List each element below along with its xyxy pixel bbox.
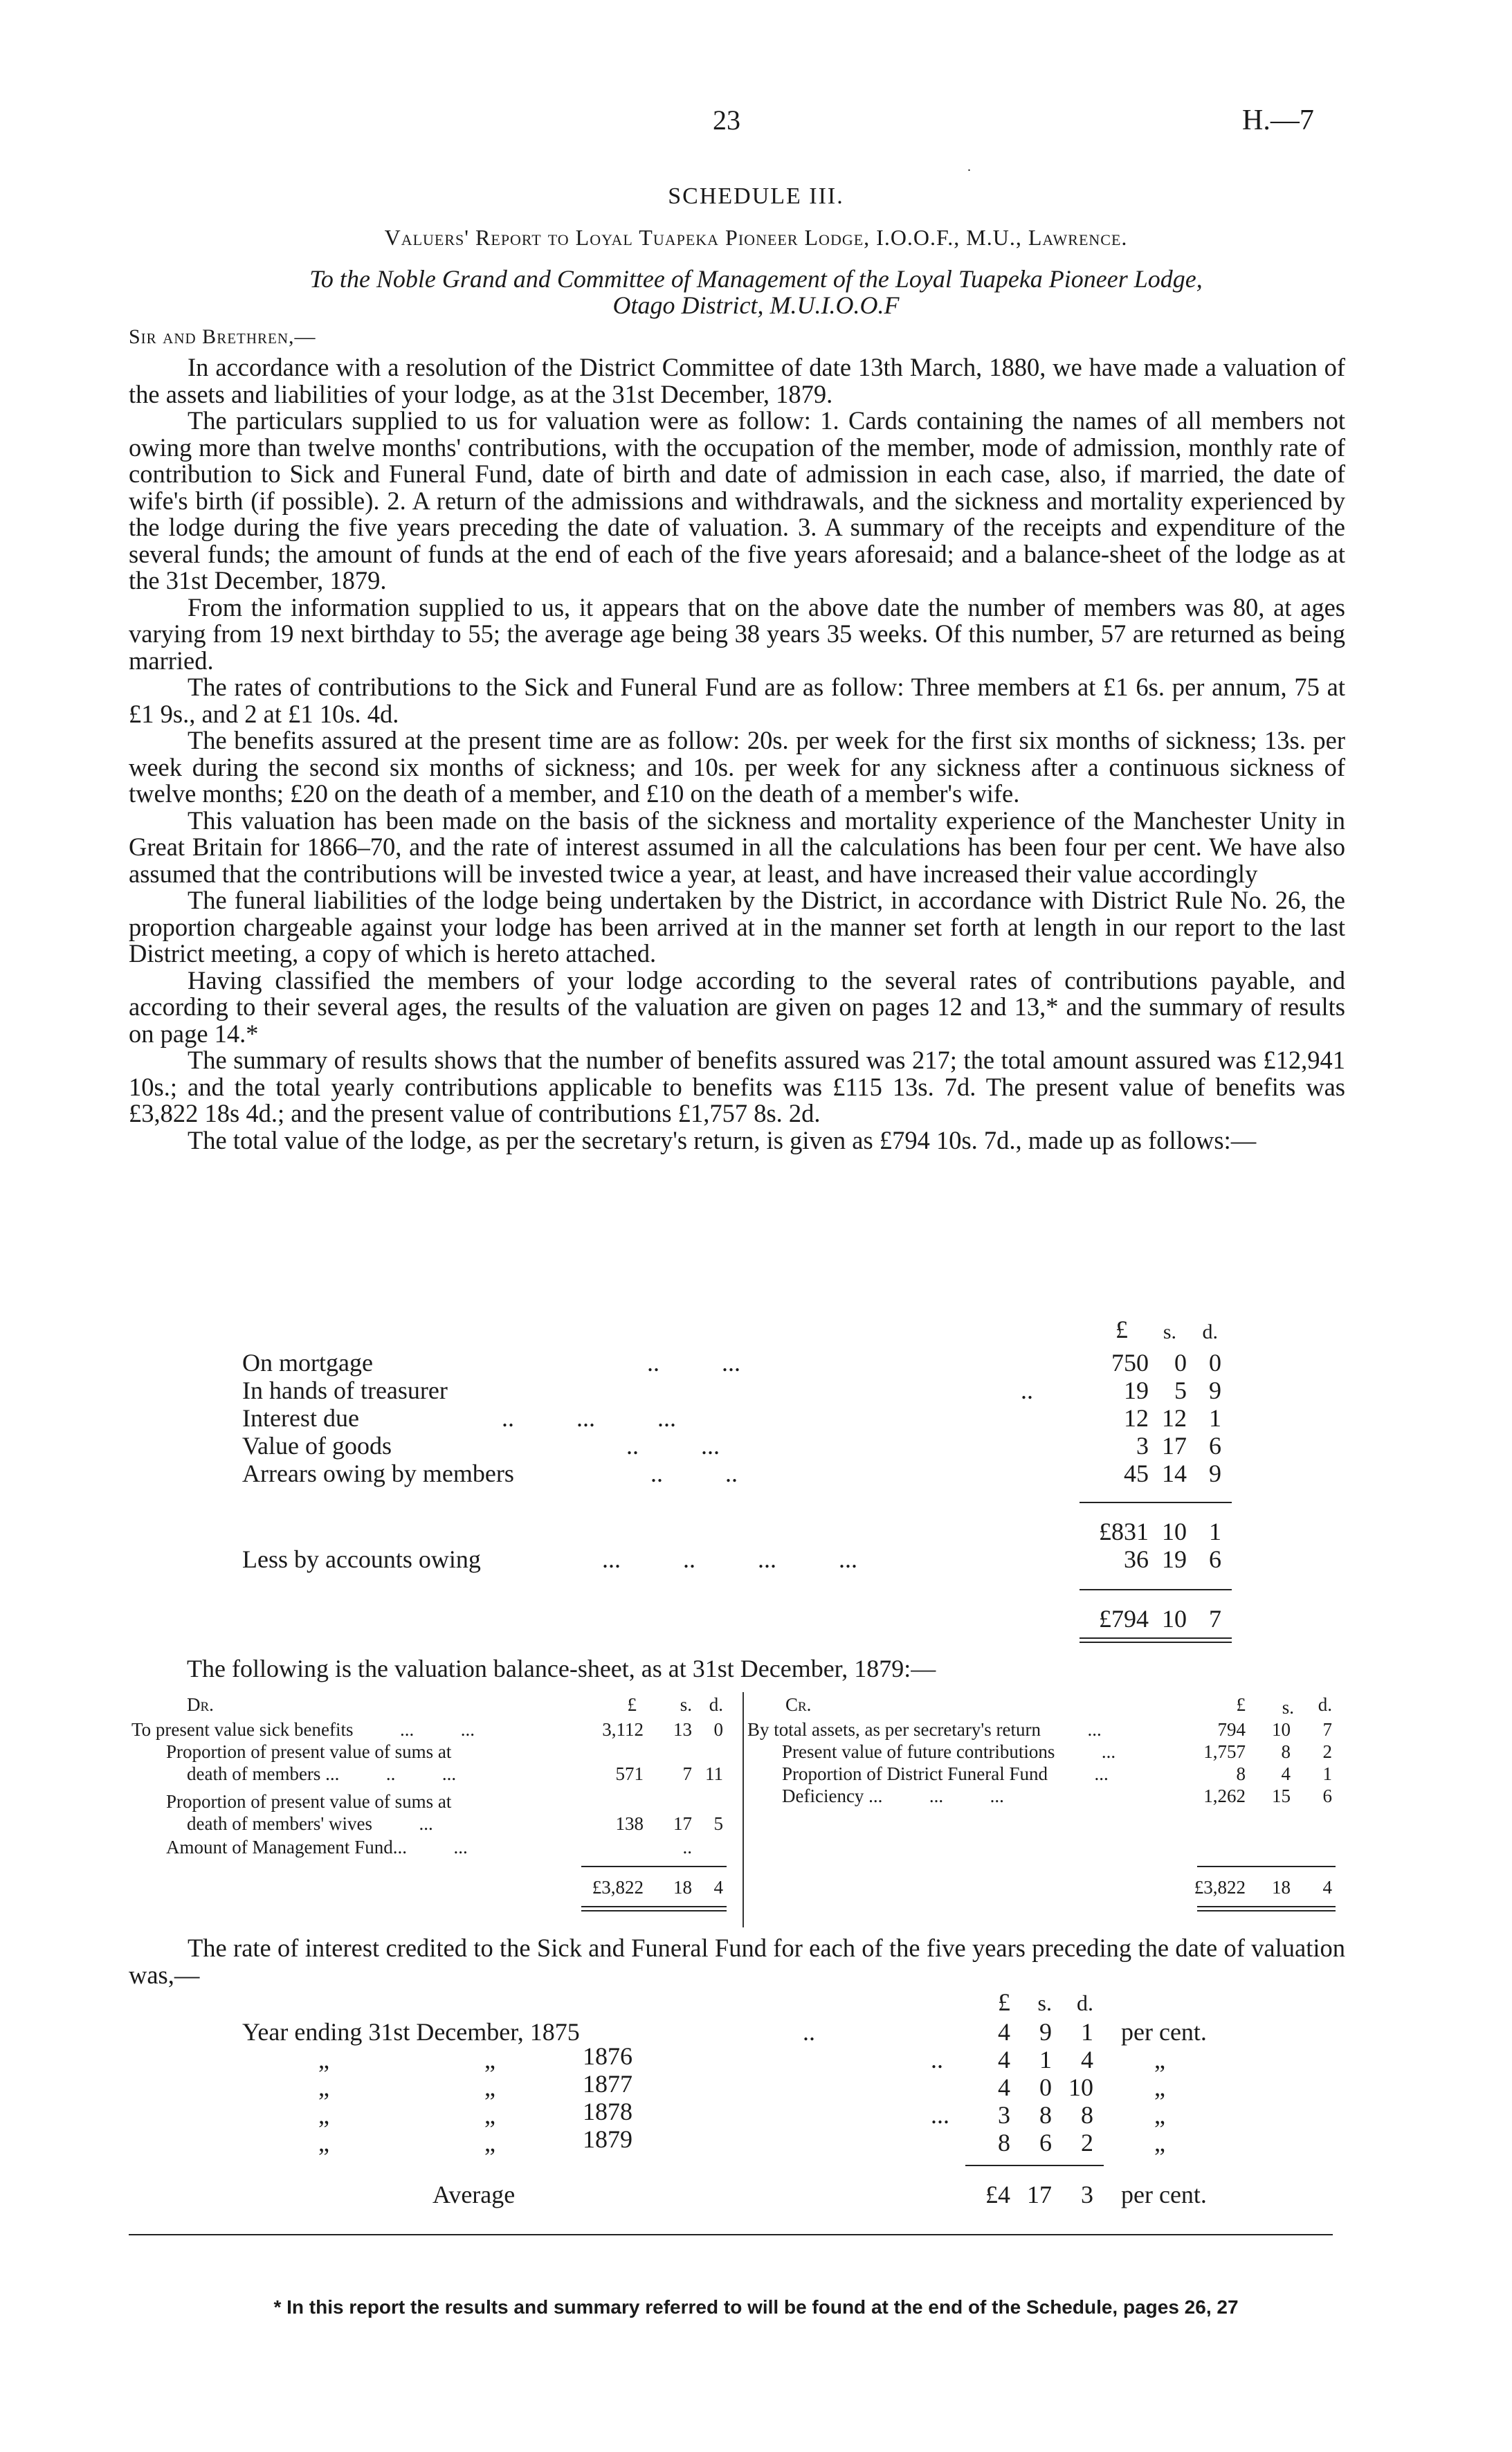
asset-pence: 1 bbox=[1209, 1404, 1221, 1432]
interest-label: Year ending 31st December, 1875 bbox=[242, 2018, 580, 2046]
leader-dots: ... .. ... ... bbox=[602, 1545, 857, 1573]
credit-pounds: 8 bbox=[1236, 1763, 1246, 1784]
credit-heading: Cr. bbox=[785, 1694, 812, 1715]
credit-pounds: 1,757 bbox=[1203, 1741, 1246, 1762]
average-shillings: 17 bbox=[1027, 2181, 1052, 2208]
credit-text: By total assets, as per secretary's return ... bbox=[747, 1719, 1102, 1740]
sum-rule bbox=[1080, 1502, 1232, 1503]
debit-text: Amount of Management Fund... ... bbox=[166, 1837, 468, 1858]
paragraph: From the information supplied to us, it appears that on the above date the number of members was 80, at ages varying from 19 next birthday to 55; the average age being 38 years 35 weeks. Of this number, 57 are returned as being married. bbox=[129, 592, 1345, 675]
credit-sum-rule bbox=[1197, 1866, 1336, 1867]
asset-label: Interest due bbox=[242, 1404, 359, 1432]
report-body bbox=[129, 354, 1345, 1154]
interest-pounds: 3 bbox=[998, 2101, 1010, 2129]
schedule-title: SCHEDULE III. bbox=[668, 183, 844, 209]
debit-pounds: 571 bbox=[615, 1763, 644, 1784]
interest-suffix: per cent. bbox=[1121, 2018, 1207, 2046]
paragraph: This valuation has been made on the basis of the sickness and mortality experience of the Manchester Unity in Great Britain for 1866–70, and the rate of interest assumed in all the calculations has been four per cent. We have also assumed that the contributions will be invested twice a year, at least, and have increased their value accordingly bbox=[129, 806, 1345, 888]
interest-shillings-header: s. bbox=[1037, 1990, 1052, 2015]
credit-shillings: 10 bbox=[1272, 1719, 1291, 1740]
average-suffix: per cent. bbox=[1121, 2181, 1207, 2208]
debit-total-pence: 4 bbox=[713, 1877, 723, 1898]
ditto-mark: „ bbox=[318, 2046, 329, 2073]
document-reference: H.—7 bbox=[1242, 105, 1314, 136]
total-pounds: £794 bbox=[1099, 1605, 1149, 1633]
interest-pounds: 4 bbox=[998, 2073, 1010, 2101]
leader-dots: .. bbox=[1021, 1377, 1033, 1404]
pounds-header: £ bbox=[1115, 1316, 1128, 1343]
asset-label: Value of goods bbox=[242, 1432, 392, 1460]
credit-shillings: 8 bbox=[1281, 1741, 1291, 1762]
leader-dots: .. bbox=[931, 2046, 943, 2073]
interest-intro: The rate of interest credited to the Sick and Funeral Fund for each of the five years preceding the date of valuation was,— bbox=[129, 1934, 1345, 1989]
debit-total-pounds: £3,822 bbox=[592, 1877, 644, 1898]
leader-dots: ... bbox=[931, 2101, 949, 2129]
debit-pence: 11 bbox=[705, 1763, 723, 1784]
paragraph: The particulars supplied to us for valuation were as follow: 1. Cards containing the names of all members not owing more than twelve months' contributions, with the occupation of the member, mode of admission, monthly rate of contribution to Sick and Funeral Fund, date of birth and date of admission in each case, also, if married, the date of wife's birth (if possible). 2. A return of the admissions and withdrawals, and the sickness and mortality experienced by the lodge during the five years preceding the date of valuation. 3. A summary of the receipts and expenditure of the several funds; the amount of funds at the end of each of the five years aforesaid; and a balance-sheet of the lodge as at the 31st December, 1879. bbox=[129, 406, 1345, 594]
subtotal-pence: 1 bbox=[1209, 1518, 1221, 1545]
asset-pence: 6 bbox=[1209, 1432, 1221, 1460]
paragraph: The summary of results shows that the number of benefits assured was 217; the total amount assured was £12,941 10s.; and the total yearly contributions applicable to benefits was £115 13s. 7d. The present value of benefits was £3,822 18s 4d.; and the present value of contributions £1,757 8s. 2d. bbox=[129, 1046, 1345, 1127]
page-number: 23 bbox=[713, 105, 740, 136]
report-title: Valuers' Report to Loyal Tuapeka Pioneer Lodge, I.O.O.F., M.U., Lawrence. bbox=[384, 225, 1128, 250]
paragraph: The total value of the lodge, as per the secretary's return, is given as £794 10s. 7d., made up as follows:— bbox=[188, 1125, 1257, 1154]
debit-total-rule bbox=[581, 1906, 727, 1907]
interest-suffix: „ bbox=[1154, 2073, 1165, 2101]
cr-pence-header: d. bbox=[1318, 1694, 1332, 1715]
total-double-rule bbox=[1080, 1642, 1232, 1643]
credit-total-rule bbox=[1197, 1906, 1336, 1907]
asset-pence: 9 bbox=[1209, 1460, 1221, 1487]
debit-total-shillings: 18 bbox=[673, 1877, 692, 1898]
stray-mark: . bbox=[967, 159, 971, 174]
dr-pence-header: d. bbox=[709, 1694, 723, 1715]
total-pence: 7 bbox=[1209, 1605, 1221, 1633]
less-pence: 6 bbox=[1209, 1545, 1221, 1573]
interest-pence: 1 bbox=[1081, 2018, 1093, 2046]
interest-pounds: 4 bbox=[998, 2018, 1010, 2046]
debit-pence: 0 bbox=[713, 1719, 723, 1740]
interest-year: 1877 bbox=[583, 2070, 632, 2098]
footnote-rule bbox=[129, 2234, 1333, 2235]
less-shillings: 19 bbox=[1162, 1545, 1187, 1573]
interest-suffix: „ bbox=[1154, 2046, 1165, 2073]
ditto-mark: „ bbox=[318, 2101, 329, 2129]
paragraph: The rates of contributions to the Sick and Funeral Fund are as follow: Three members at £1 6s. per annum, 75 at £1 9s., and 2 at £1 10s. 4d. bbox=[129, 673, 1345, 728]
asset-shillings: 14 bbox=[1162, 1460, 1187, 1487]
asset-label: In hands of treasurer bbox=[242, 1377, 448, 1404]
asset-pounds: 750 bbox=[1111, 1349, 1149, 1377]
credit-total-pounds: £3,822 bbox=[1194, 1877, 1246, 1898]
debit-sum-rule bbox=[581, 1866, 727, 1867]
debit-pounds: 138 bbox=[615, 1813, 644, 1834]
debit-pounds: 3,112 bbox=[602, 1719, 644, 1740]
subtotal-shillings: 10 bbox=[1162, 1518, 1187, 1545]
debit-shillings: 7 bbox=[682, 1763, 692, 1784]
asset-shillings: 0 bbox=[1174, 1349, 1187, 1377]
leader-dots: .. ... bbox=[626, 1432, 720, 1460]
interest-shillings: 1 bbox=[1039, 2046, 1052, 2073]
credit-pence: 1 bbox=[1322, 1763, 1332, 1784]
addressee-line-2: Otago District, M.U.I.O.O.F bbox=[612, 291, 900, 319]
credit-total-pence: 4 bbox=[1322, 1877, 1332, 1898]
credit-pounds: 794 bbox=[1217, 1719, 1246, 1740]
interest-shillings: 0 bbox=[1039, 2073, 1052, 2101]
debit-text: Proportion of present value of sums at bbox=[166, 1741, 452, 1762]
debit-total-rule bbox=[581, 1910, 727, 1911]
interest-pence: 4 bbox=[1081, 2046, 1093, 2073]
leader-dots: .. .. bbox=[650, 1460, 738, 1487]
asset-shillings: 5 bbox=[1174, 1377, 1187, 1404]
dr-pounds-header: £ bbox=[627, 1694, 637, 1715]
credit-shillings: 15 bbox=[1272, 1786, 1291, 1806]
asset-pounds: 19 bbox=[1124, 1377, 1149, 1404]
ditto-mark: „ bbox=[484, 2129, 495, 2156]
shillings-header: s. bbox=[1163, 1320, 1176, 1343]
dr-shillings-header: s. bbox=[680, 1694, 692, 1715]
less-pounds: 36 bbox=[1124, 1545, 1149, 1573]
interest-sum-rule bbox=[965, 2165, 1104, 2166]
average-pounds: £4 bbox=[985, 2181, 1010, 2208]
credit-total-rule bbox=[1197, 1910, 1336, 1911]
debit-heading: Dr. bbox=[187, 1694, 214, 1715]
ditto-mark: „ bbox=[318, 2073, 329, 2101]
interest-year: 1876 bbox=[583, 2042, 632, 2070]
salutation: Sir and Brethren,— bbox=[129, 325, 316, 348]
average-label: Average bbox=[432, 2181, 516, 2208]
paragraph: The funeral liabilities of the lodge being undertaken by the District, in accordance with District Rule No. 26, the proportion chargeable against your lodge has been arrived at in the manner set forth at length in our report to the last District meeting, a copy of which is hereto attached. bbox=[129, 886, 1345, 968]
debit-shillings: 17 bbox=[673, 1813, 692, 1834]
sum-rule bbox=[1080, 1589, 1232, 1590]
column-divider bbox=[743, 1692, 744, 1927]
interest-pence: 2 bbox=[1081, 2129, 1093, 2156]
interest-suffix: „ bbox=[1154, 2129, 1165, 2156]
asset-shillings: 12 bbox=[1162, 1404, 1187, 1432]
asset-pence: 0 bbox=[1209, 1349, 1221, 1377]
leader-dots: .. ... bbox=[647, 1349, 740, 1377]
interest-pence: 10 bbox=[1068, 2073, 1093, 2101]
debit-text: death of members' wives ... bbox=[187, 1813, 433, 1834]
cr-pounds-header: £ bbox=[1236, 1694, 1246, 1715]
debit-text: death of members ... .. ... bbox=[187, 1763, 457, 1784]
less-label: Less by accounts owing bbox=[242, 1545, 481, 1573]
paragraph: In accordance with a resolution of the District Committee of date 13th March, 1880, we have made a valuation of the assets and liabilities of your lodge, as at the 31st December, 1879. bbox=[129, 353, 1345, 408]
subtotal-pounds: £831 bbox=[1099, 1518, 1149, 1545]
credit-shillings: 4 bbox=[1281, 1763, 1291, 1784]
interest-shillings: 9 bbox=[1039, 2018, 1052, 2046]
leader-dots: .. ... ... bbox=[502, 1404, 676, 1432]
debit-text: To present value sick benefits ... ... bbox=[131, 1719, 475, 1740]
interest-pounds-header: £ bbox=[998, 1988, 1010, 2016]
pence-header: d. bbox=[1202, 1320, 1218, 1343]
credit-pounds: 1,262 bbox=[1203, 1786, 1246, 1806]
balance-sheet-intro: The following is the valuation balance-sheet, as at 31st December, 1879:— bbox=[187, 1655, 936, 1682]
asset-label: On mortgage bbox=[242, 1349, 373, 1377]
asset-pence: 9 bbox=[1209, 1377, 1221, 1404]
asset-pounds: 12 bbox=[1124, 1404, 1149, 1432]
cr-shillings-header: s. bbox=[1282, 1697, 1294, 1718]
total-double-rule bbox=[1080, 1637, 1232, 1639]
credit-text: Present value of future contributions ... bbox=[782, 1741, 1116, 1762]
asset-pounds: 45 bbox=[1124, 1460, 1149, 1487]
interest-pounds: 4 bbox=[998, 2046, 1010, 2073]
paragraph: The benefits assured at the present time are as follow: 20s. per week for the first six months of sickness; 13s. per week during the second six months of sickness; and 10s. per week for any sickness after a continuous sickness of twelve months; £20 on the death of a member, and £10 on the death of a member's wife. bbox=[129, 726, 1345, 808]
debit-shillings: 13 bbox=[673, 1719, 692, 1740]
interest-suffix: „ bbox=[1154, 2101, 1165, 2129]
credit-text: Deficiency ... ... ... bbox=[782, 1786, 1004, 1806]
asset-shillings: 17 bbox=[1162, 1432, 1187, 1460]
credit-pence: 7 bbox=[1322, 1719, 1332, 1740]
asset-label: Arrears owing by members bbox=[242, 1460, 514, 1487]
addressee-line-1: To the Noble Grand and Committee of Management of the Loyal Tuapeka Pioneer Lodge, bbox=[309, 265, 1203, 293]
interest-pounds: 8 bbox=[998, 2129, 1010, 2156]
ditto-mark: „ bbox=[484, 2046, 495, 2073]
debit-pence: 5 bbox=[713, 1813, 723, 1834]
credit-pence: 2 bbox=[1322, 1741, 1332, 1762]
ditto-mark: „ bbox=[484, 2101, 495, 2129]
credit-text: Proportion of District Funeral Fund ... bbox=[782, 1763, 1109, 1784]
credit-pence: 6 bbox=[1322, 1786, 1332, 1806]
footnote: * In this report the results and summary referred to will be found at the end of the Schedule, pages 26, 27 bbox=[273, 2296, 1239, 2318]
interest-year: 1879 bbox=[583, 2125, 632, 2153]
asset-pounds: 3 bbox=[1136, 1432, 1149, 1460]
average-pence: 3 bbox=[1081, 2181, 1093, 2208]
total-shillings: 10 bbox=[1162, 1605, 1187, 1633]
ditto-mark: „ bbox=[484, 2073, 495, 2101]
interest-shillings: 6 bbox=[1039, 2129, 1052, 2156]
leader-dots: .. bbox=[803, 2018, 815, 2046]
interest-shillings: 8 bbox=[1039, 2101, 1052, 2129]
interest-year: 1878 bbox=[583, 2098, 632, 2125]
ditto-mark: „ bbox=[318, 2129, 329, 2156]
debit-text: Proportion of present value of sums at bbox=[166, 1791, 452, 1812]
credit-total-shillings: 18 bbox=[1272, 1877, 1291, 1898]
interest-pence: 8 bbox=[1081, 2101, 1093, 2129]
interest-pence-header: d. bbox=[1077, 1990, 1093, 2015]
debit-shillings: .. bbox=[682, 1837, 692, 1858]
paragraph: Having classified the members of your lodge according to the several rates of contributions payable, and according to their several ages, the results of the valuation are given on pages 12 and 13,* and the summary of results on page 14.* bbox=[129, 965, 1345, 1048]
